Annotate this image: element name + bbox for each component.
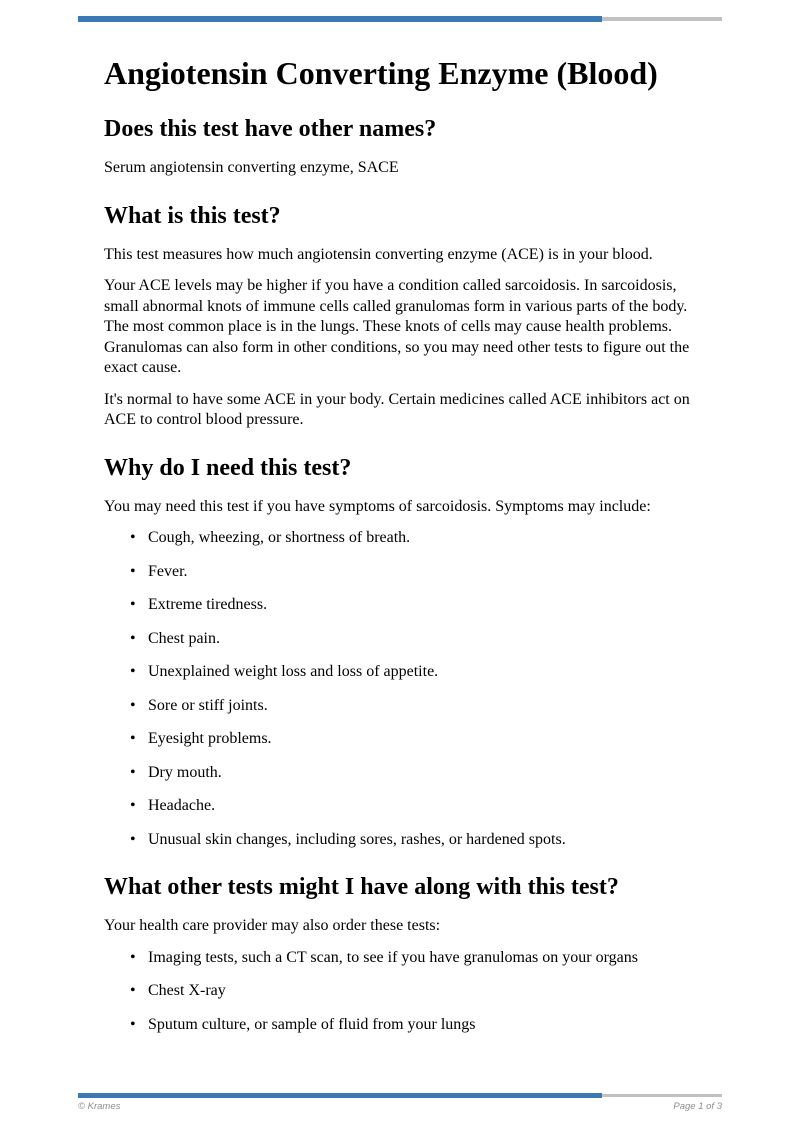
list-item: • Fever. [130,562,704,583]
page-number: Page 1 of 3 [673,1101,722,1112]
section-heading: Does this test have other names? [104,116,437,142]
footer-accent-bar-blue-segment [78,1093,602,1098]
list-item: • Unexplained weight loss and loss of appetite. [130,662,704,683]
list-item: • Sputum culture, or sample of fluid from your lungs [130,1015,704,1036]
document-content [104,0,704,1046]
paragraph: This test measures how much angiotensin converting enzyme (ACE) is in your blood. [104,245,653,263]
paragraph: Serum angiotensin converting enzyme, SACE [104,159,399,176]
footer-accent-bar [78,1093,722,1098]
paragraph: You may need this test if you have symptoms of sarcoidosis. Symptoms may include: [104,497,651,515]
list-item: • Unusual skin changes, including sores, rashes, or hardened spots. [130,830,704,851]
list-item: • Cough, wheezing, or shortness of breath. [130,528,704,549]
footer-accent-bar-gray-segment [602,1094,722,1097]
paragraph: Your ACE levels may be higher if you have a condition called sarcoidosis. In sarcoidosis, small abnormal knots of immune cells called granulomas form in various parts of the body. The most common place is in the lungs. These knots of cells may cause health problems. Granulomas can also form in other conditions, so you may need other tests to figure out the exact cause. [104,277,690,376]
section-heading: What is this test? [104,202,281,229]
bullet-list [104,528,704,850]
list-item: • Imaging tests, such a CT scan, to see if you have granulomas on your organs [130,948,704,969]
list-item: • Chest pain. [130,629,704,650]
page-title: Angiotensin Converting Enzyme (Blood) [104,55,658,91]
section-heading: What other tests might I have along with this test? [104,874,619,900]
paragraph: Your health care provider may also order these tests: [104,917,441,934]
list-item: • Chest X-ray [130,981,704,1002]
copyright-text: © Krames [78,1101,121,1112]
bullet-list [104,948,704,1036]
page-footer [78,1101,722,1112]
list-item: • Extreme tiredness. [130,595,704,616]
sections-container [104,114,704,1035]
list-item: • Sore or stiff joints. [130,696,704,717]
section-heading: Why do I need this test? [104,454,352,481]
list-item: • Dry mouth. [130,763,704,784]
paragraph: It's normal to have some ACE in your body. Certain medicines called ACE inhibitors act on ACE to control blood pressure. [104,390,690,428]
list-item: • Headache. [130,796,704,817]
list-item: • Eyesight problems. [130,729,704,750]
